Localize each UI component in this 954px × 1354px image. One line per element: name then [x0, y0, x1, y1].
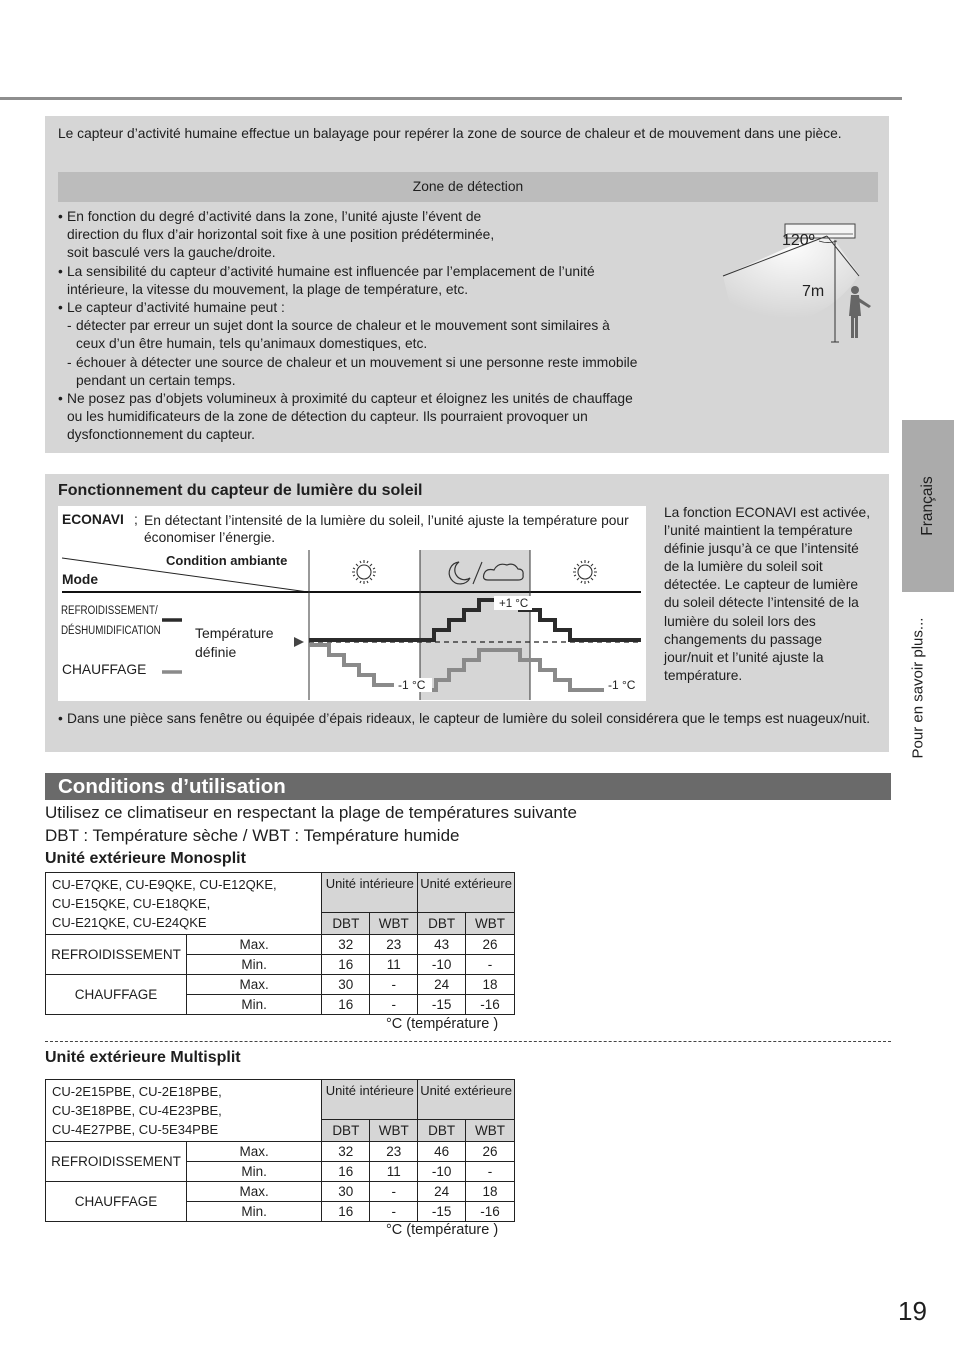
- multisplit-table: [45, 1079, 515, 1222]
- setpoint-arrow: [294, 637, 304, 647]
- night-cloudy-band: [420, 550, 530, 700]
- min-label: Min.: [186, 1202, 321, 1222]
- activity-sensor-panel: [45, 116, 889, 453]
- minus-one-label: -1 °C: [398, 678, 426, 692]
- econavi-description: En détectant l’intensité de la lumière du soleil, l’unité ajuste la température pour économiser l’énergie.: [144, 513, 629, 545]
- plus-one-label: +1 °C: [499, 598, 529, 610]
- section-divider: [45, 1041, 891, 1042]
- activity-intro: Le capteur d’activité humaine effectue un balayage pour repérer la zone de source de chaleur et de mouvement dans une pièce.: [58, 126, 842, 141]
- max-label: Max.: [186, 1142, 321, 1162]
- wbt-header: WBT: [370, 912, 418, 934]
- conditions-title: Conditions d’utilisation: [58, 775, 286, 798]
- wbt-header: WBT: [466, 1119, 515, 1141]
- conditions-header-bar: [45, 773, 891, 800]
- bullet-item: • Ne posez pas d’objets volumineux à proximité du capteur et éloignez les unités de chauffage ou les humidificateurs de la zone de détection du capteur. Ils pourraient provoquer un dysfonctionnement du capteur.: [58, 390, 708, 445]
- cooling-mode-cell: REFROIDISSEMENT: [46, 1142, 187, 1182]
- condition-label: Condition ambiante: [166, 553, 288, 568]
- min-label: Min.: [186, 1162, 321, 1182]
- language-label: Français: [919, 476, 936, 536]
- indoor-unit-header: Unité intérieure: [322, 1080, 418, 1120]
- table-row: Min. 16 11 -10 -: [46, 955, 515, 975]
- cooling-mode-cell: REFROIDISSEMENT: [46, 935, 187, 975]
- max-label: Max.: [186, 935, 321, 955]
- max-label: Max.: [186, 1182, 321, 1202]
- top-rule: [0, 97, 902, 100]
- table-row: Min. 16 - -15 -16: [46, 1202, 515, 1222]
- table-row: REFROIDISSEMENT Max. 32 23 43 26: [46, 935, 515, 955]
- table-row: CHAUFFAGE Max. 30 - 24 18: [46, 975, 515, 995]
- heating-mode-cell: CHAUFFAGE: [46, 975, 187, 1015]
- table-row: Min. 16 11 -10 -: [46, 1162, 515, 1182]
- multisplit-title: Unité extérieure Multisplit: [45, 1049, 241, 1066]
- dbt-header: DBT: [322, 1119, 370, 1141]
- dbt-header: DBT: [418, 1119, 466, 1141]
- sun-icon: [352, 560, 376, 584]
- econavi-side-note: La fonction ECONAVI est activée, l’unité maintient la température définie jusqu’à ce que l’intensité de la lumière du soleil soit détectée. Le capteur de lumière du soleil détecte l’intensité de la lumière du soleil lors des changements du passage jour/nuit et l’unité ajuste la température.: [664, 505, 871, 683]
- person-icon: [849, 286, 871, 338]
- heating-label: CHAUFFAGE: [62, 662, 147, 677]
- bullet-item: • Le capteur d’activité humaine peut :: [58, 299, 708, 317]
- setpoint-label: Température définie: [195, 625, 274, 660]
- detection-zone-heading: Zone de détection: [58, 172, 878, 202]
- table-row: CHAUFFAGE Max. 30 - 24 18: [46, 1182, 515, 1202]
- econavi-label: ECONAVI: [62, 512, 124, 527]
- bullet-item: • En fonction du degré d’activité dans la zone, l’unité ajuste l’évent de direction du flux d’air horizontal soit fixe à une position prédéterminée, soit basculé vers la gauche/droite.: [58, 208, 708, 263]
- wbt-header: WBT: [370, 1119, 418, 1141]
- min-label: Min.: [186, 995, 321, 1015]
- dbt-header: DBT: [322, 912, 370, 934]
- max-label: Max.: [186, 975, 321, 995]
- sunlight-footnote: • Dans une pièce sans fenêtre ou équipée d’épais rideaux, le capteur de lumière du soleil considérera que le temps est nuageux/nuit.: [58, 710, 887, 728]
- language-tab[interactable]: [902, 420, 954, 592]
- sub-bullet-item: - échouer à détecter une source de chaleur et un mouvement si une personne reste immobile pendant un certain temps.: [58, 354, 708, 390]
- distance-label: 7m: [802, 283, 825, 300]
- sub-bullet-item: - détecter par erreur un sujet dont la source de chaleur et le mouvement sont similaires à ceux d’un être humain, tels qu’animaux domestiques, etc.: [58, 317, 708, 353]
- econavi-panel: [58, 506, 646, 701]
- detection-zone-diagram: [715, 216, 885, 351]
- table-row: REFROIDISSEMENT Max. 32 23 46 26: [46, 1142, 515, 1162]
- table-row: Min. 16 - -15 -16: [46, 995, 515, 1015]
- more-info-label: Pour en savoir plus...: [909, 617, 927, 759]
- indoor-unit-header: Unité intérieure: [322, 873, 418, 913]
- temperature-unit-note: °C (température ): [386, 1016, 499, 1032]
- sun-icon-2: [573, 560, 597, 584]
- bullet-item: • La sensibilité du capteur d’activité humaine est influencée par l’emplacement de l’unité intérieure, la vitesse du mouvement, la plage de température, etc.: [58, 263, 708, 299]
- monosplit-title: Unité extérieure Monosplit: [45, 850, 246, 867]
- conditions-intro: Utilisez ce climatiseur en respectant la plage de températures suivante: [45, 803, 577, 822]
- outdoor-unit-header: Unité extérieure: [418, 1080, 515, 1120]
- monosplit-models: CU-E7QKE, CU-E9QKE, CU-E12QKE, CU-E15QKE, CU-E18QKE, CU-E21QKE, CU-E24QKE: [46, 873, 322, 935]
- sunlight-sensor-panel: [45, 474, 889, 752]
- sunlight-title: Fonctionnement du capteur de lumière du soleil: [58, 482, 423, 499]
- mode-label: Mode: [62, 572, 99, 587]
- activity-bullet-list: [58, 208, 708, 445]
- cooling-label: REFROIDISSEMENT/ DÉSHUMIDIFICATION: [61, 605, 161, 637]
- multisplit-models: CU-2E15PBE, CU-2E18PBE, CU-3E18PBE, CU-4E23PBE, CU-4E27PBE, CU-5E34PBE: [46, 1080, 322, 1142]
- temperature-unit-note: °C (température ): [386, 1222, 499, 1238]
- wbt-header: WBT: [466, 912, 515, 934]
- dbt-wbt-legend: DBT : Température sèche / WBT : Température humide: [45, 826, 460, 845]
- min-label: Min.: [186, 955, 321, 975]
- angle-label: 120º: [782, 232, 815, 249]
- econavi-separator: ;: [134, 512, 138, 527]
- minus-one-label-2: -1 °C: [608, 678, 636, 692]
- page-number: 19: [898, 1296, 927, 1326]
- monosplit-table: [45, 872, 515, 1015]
- dbt-header: DBT: [418, 912, 466, 934]
- outdoor-unit-header: Unité extérieure: [418, 873, 515, 913]
- heating-mode-cell: CHAUFFAGE: [46, 1182, 187, 1222]
